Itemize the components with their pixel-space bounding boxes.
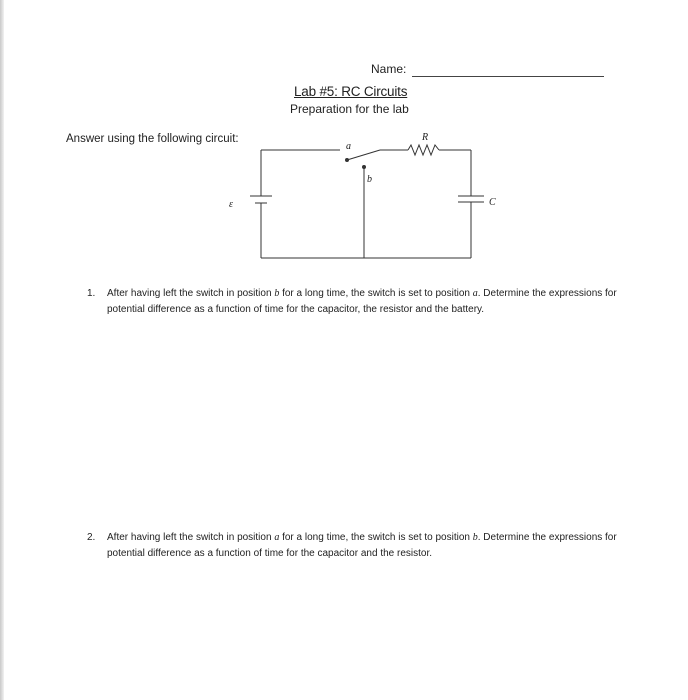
question-text: After having left the switch in position b for a long time, the switch is set to position a. Determine the expressions for potential difference as a function of time for the capacitor, the resistor and the battery. xyxy=(107,288,617,315)
label-switch-b: b xyxy=(367,174,372,185)
question-number: 1. xyxy=(87,288,96,299)
page-edge-shadow xyxy=(0,0,4,700)
label-capacitor: C xyxy=(489,197,496,208)
switch-contact-b xyxy=(362,165,366,169)
var-b: b xyxy=(274,288,280,299)
var-a: a xyxy=(472,288,478,299)
name-label: Name: xyxy=(371,62,407,76)
question-number: 2. xyxy=(87,532,96,543)
switch-contact-a xyxy=(345,158,349,162)
page-title: Lab #5: RC Circuits xyxy=(294,84,408,99)
label-resistor: R xyxy=(422,132,429,143)
question-text: After having left the switch in position a for a long time, the switch is set to position b. Determine the expressions for potential difference as a function of time for the capacitor and the resistor. xyxy=(107,532,617,559)
page-subtitle: Preparation for the lab xyxy=(290,102,409,116)
instruction-text: Answer using the following circuit: xyxy=(66,133,239,145)
label-battery: ε xyxy=(229,199,233,210)
resistor xyxy=(408,145,439,155)
var-b: b xyxy=(472,532,478,543)
name-blank-line xyxy=(412,76,604,77)
label-switch-a: a xyxy=(346,141,351,152)
var-a: a xyxy=(274,532,280,543)
switch-blade xyxy=(347,150,380,160)
